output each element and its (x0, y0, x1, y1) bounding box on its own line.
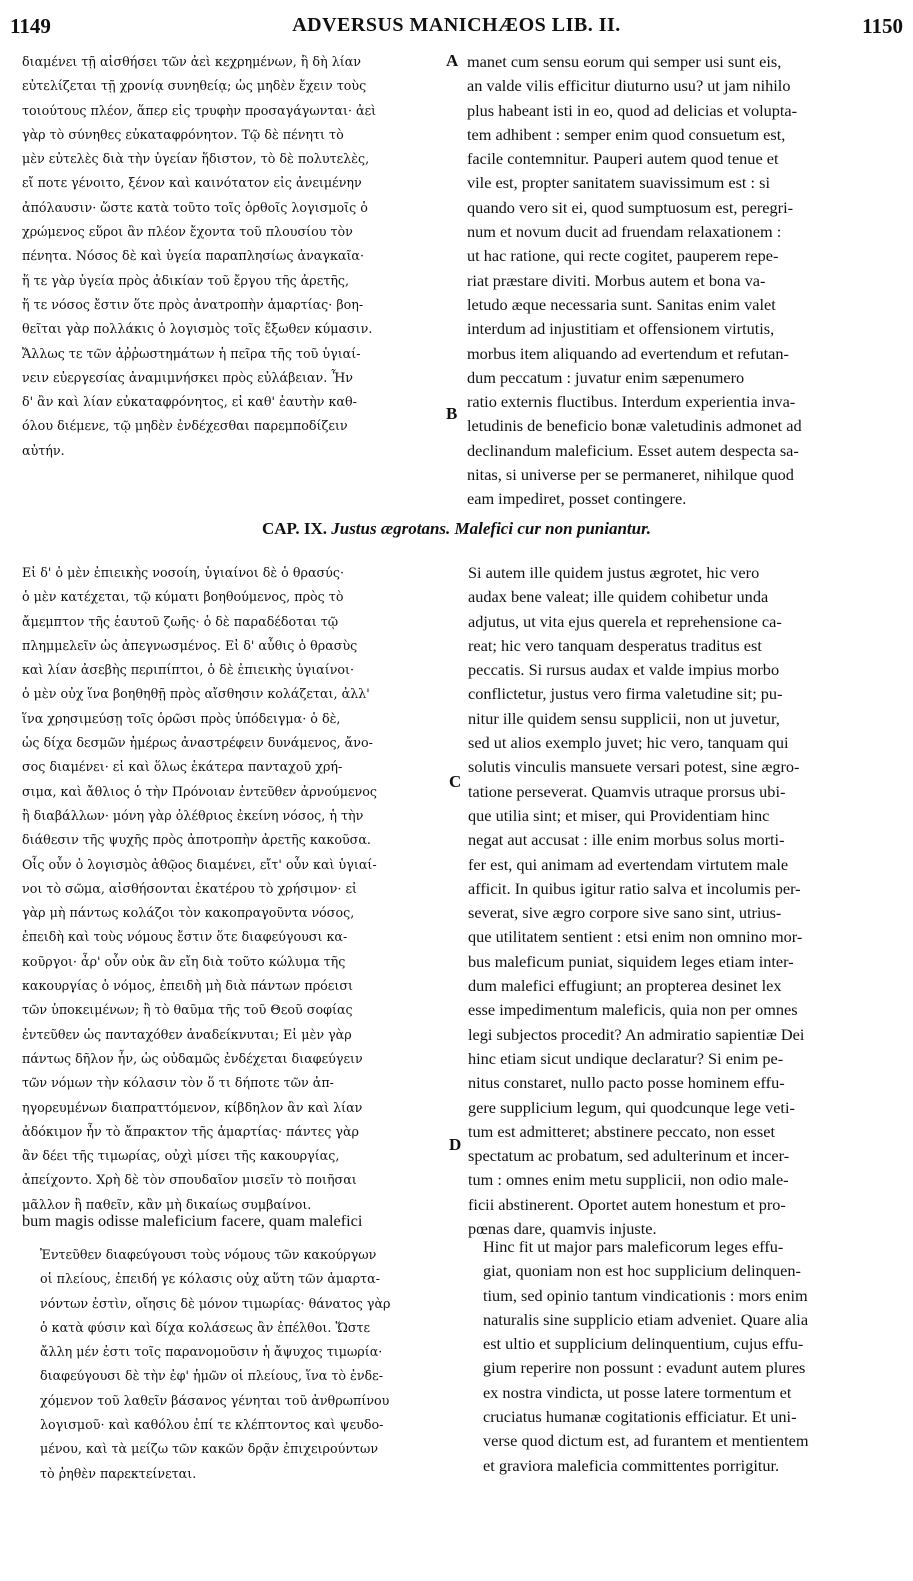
text-line: est ultio et supplicium delinquentium, cujus effu- (483, 1334, 804, 1354)
text-line: κακουργίας ὁ νόμος, ἐπειδὴ μὴ διὰ πάντων πρόεισι (22, 978, 353, 994)
text-line: riat præstare diviti. Morbus autem et bona va- (467, 270, 766, 290)
text-line: όλου διέμενε, τῷ μηδὲν ἐνδέχεσθαι παρεμποδίζειν (22, 418, 348, 434)
chapter-heading (0, 519, 913, 539)
text-line: adjutus, ut vita ejus querela et reprehensione ca- (468, 611, 782, 631)
text-line: μένου, καὶ τὰ μείζω τῶν κακῶν δρᾷν ἐπιχειρούντων (40, 1441, 379, 1457)
text-line: tum est admitteret; abstinere peccato, non esset (468, 1121, 775, 1141)
text-line: οἱ πλείους, ἐπειδή γε κόλασις οὐχ αὕτη τῶν ἁμαρτα- (40, 1271, 381, 1287)
text-line: giat, quoniam non est hoc supplicium delinquen- (483, 1261, 801, 1281)
text-line: αὐτήν. (22, 442, 65, 458)
text-line: que utilia sint; et miser, qui Providentiam hinc (468, 805, 770, 825)
margin-marker-a: A (446, 51, 459, 70)
text-line: peccatis. Si rursus audax et valde impius morbo (468, 660, 780, 680)
page-header (10, 8, 903, 42)
greek-text-top (22, 50, 442, 463)
latin-overflow-line: bum magis odisse maleficium facere, quam malefici (22, 1211, 363, 1230)
text-line: νειν εὐεργεσίας ἀναμιμνήσκει πρὸς εὐλάβειαν. Ἦν (22, 369, 353, 385)
text-line: afficit. In quibus igitur ratio salva et incolumis per- (468, 878, 801, 898)
text-line: λογισμοῦ· καὶ καθόλου ἐπί τε κλέπτοντος καὶ ψευδο- (40, 1417, 384, 1433)
text-line: ἥ τε νόσος ἔστιν ὅτε πρὸς ἀνατροπὴν ἁμαρτίας· βοη- (22, 296, 364, 312)
text-line: ἀδόκιμον ἦν τὸ ἄπρακτον τῆς ἁμαρτίας· πάντες γὰρ (22, 1123, 359, 1139)
text-line: χρώμενος εὕροι ἂν πλέον ἔχοντα τοῦ πλουσίου τὸν (22, 224, 353, 240)
margin-marker-b: B (446, 404, 458, 423)
text-line: naturalis sine supplicio etiam adveniet. Quare alia (483, 1309, 809, 1329)
text-line: ἢ διαβάλλων· μόνη γὰρ ὀλέθριος ἐκείνη νόσος, ἡ τὴν (22, 807, 364, 823)
text-line: σιμα, καὶ ἄθλιος ὁ τὴν Πρόνοιαν ἐντεῦθεν ἀρνούμενος (22, 783, 378, 799)
text-line: conflictetur, justus vero firma valetudine sit; pu- (468, 684, 783, 704)
text-line: ηγορευμένων διαπραττόμενον, κίβδηλον ἂν καὶ λίαν (22, 1099, 363, 1115)
text-line: Hinc fit ut major pars maleficorum leges effu- (483, 1237, 784, 1256)
text-line: sed ut alios exemplo juvet; hic vero, tanquam qui (468, 733, 789, 753)
text-line: dum malefici effugiunt; an propterea desinet lex (468, 976, 782, 996)
text-line: τοιούτους πλέον, ἅπερ εἰς τρυφὴν προσαγάγωνται· ἀεὶ (22, 102, 377, 118)
text-line: tum : omnes enim metu supplicii, non odio male- (468, 1170, 789, 1190)
latin-text-top (467, 50, 892, 512)
text-line: Οἷς οὖν ὁ λογισμὸς ἀθῷος διαμένει, εἴτ' οὖν καὶ ὑγιαί- (22, 856, 377, 872)
text-line: καὶ λίαν ἀσεβὴς περιπίπτοι, ὁ δὲ ἐπιεικὴς ὑγιαίνοι· (22, 662, 355, 678)
text-line: ὁ μὲν κατέχεται, τῷ κύματι βοηθούμενος, πρὸς τὸ (22, 589, 344, 605)
chapter-subject: Justus ægrotans. Malefici cur non puniantur. (331, 519, 652, 538)
text-line: νοι τὸ σῶμα, αἰσθήσονται ἑκατέρου τὸ χρήσιμον· εἰ (22, 880, 358, 896)
text-line: ἀπόλαυσιν· ὥστε κατὰ τοῦτο τοῖς ὀρθοῖς λογισμοῖς ὁ (22, 199, 368, 215)
text-line: εὐτελίζεται τῇ χρονίᾳ συνηθείᾳ; ὡς μηδὲν ἔχειν τοὺς (22, 78, 367, 94)
text-line: Ἄλλως τε τῶν ἀῤῥωστημάτων ἡ πεῖρα τῆς τοῦ ὑγιαί- (22, 345, 361, 361)
text-line: morbus item aliquando ad evertendum et refutan- (467, 343, 789, 363)
text-line: ratio externis fluctibus. Interdum experientia inva- (467, 392, 796, 412)
text-line: διαμένει τῇ αἰσθήσει τῶν ἀεὶ κεχρημένων, ἢ δὴ λίαν (22, 54, 362, 69)
text-line: negat aut accusat : ille enim morbus solus morti- (468, 830, 785, 850)
text-line: fer est, qui animam ad evertendam virtutem male (468, 854, 789, 874)
text-line: ἄμεμπτον τῆς ἑαυτοῦ ζωῆς· ὁ δὲ παραδέδοται τῷ (22, 613, 339, 629)
text-line: γὰρ τὸ σύνηθες εὐκαταφρόνητον. Τῷ δὲ πένητι τὸ (22, 126, 344, 142)
text-line: νόντων ἐστὶν, οἴησις δὲ μόνον τιμωρίας· θάνατος γὰρ (40, 1295, 391, 1311)
text-line: eam impediret, posset contingere. (467, 489, 687, 509)
text-line: διαφεύγουσι δὲ τὴν ἐφ' ἡμῶν οἱ πλείους, ἵνα τὸ ἐνδε- (40, 1368, 384, 1384)
text-line: solutis vinculis mansuete versari potest, sine ægro- (468, 757, 800, 777)
chapter-number: CAP. IX. (261, 519, 327, 538)
text-line: facile contemnitur. Pauperi autem quod tenue et (467, 149, 779, 169)
margin-marker-c: C (449, 772, 462, 791)
text-line: ὡς δίχα δεσμῶν ἡμέρως ἀναστρέφειν δυνάμενος, ἄνο- (22, 735, 373, 751)
text-line: ἥ τε γὰρ ὑγεία πρὸς ἀδικίαν τοῦ ἔργου τῆς ἀρετῆς, (22, 272, 350, 288)
text-line: dum peccatum : juvatur enim sæpenumero (467, 367, 745, 387)
text-line: Εἰ δ' ὁ μὲν ἐπιεικὴς νοσοίη, ὑγιαίνοι δὲ ὁ θρασύς· (22, 565, 345, 580)
text-line: μᾶλλον ἢ παθεῖν, κἂν μὴ δικαίως συμβαίνοι. (22, 1196, 312, 1212)
text-line: num et novum ducit ad fruendam relaxationem : (467, 222, 782, 242)
text-line: διάθεσιν τῆς ψυχῆς πρὸς ἀποτροπὴν ἀρετῆς κακοῦσα. (22, 832, 371, 848)
text-line: cruciatus humanæ cogitationis efficiatur. Et uni- (483, 1407, 797, 1427)
text-line: ἵνα χρησιμεύσῃ τοῖς ὁρῶσι πρὸς ὑπόδειγμα· ὁ δὲ, (22, 710, 341, 726)
text-line: audax bene valeat; ille quidem cohibetur unda (468, 587, 769, 607)
text-line: verse quod dictum est, ad furantem et mentientem (483, 1431, 809, 1451)
text-line: letudo æque necessaria sunt. Sanitas enim valet (467, 294, 776, 314)
left-column-number: 1149 (10, 14, 51, 38)
text-line: an valde vilis efficitur diuturno usu? ut jam nihilo (467, 76, 791, 96)
text-line: Si autem ille quidem justus ægrotet, hic vero (468, 563, 760, 582)
text-line: esse impedimentum maleficis, quia non per omnes (468, 1000, 798, 1020)
text-line: εἴ ποτε γένοιτο, ξένον καὶ καινότατον εἰς ἀνειμένην (22, 175, 362, 191)
text-line: tatione perseverat. Quamvis utraque prorsus ubi- (468, 781, 786, 801)
greek-text-bottom (40, 1243, 450, 1486)
text-line: que utilitatem sentient : etsi enim non omnino mor- (468, 927, 803, 947)
text-line: nitus constaret, nullo pacto posse hominem effu- (468, 1073, 785, 1093)
text-line: ἀπείχοντο. Χρὴ δὲ τὸν σπουδαῖον μισεῖν τὸ ποιῆσαι (22, 1172, 357, 1188)
text-line: spectatum ac probatum, sed adulterinum et incer- (468, 1146, 790, 1166)
text-line: bus maleficum puniat, siquidem leges etiam inter- (468, 951, 794, 971)
latin-text-bottom (483, 1235, 893, 1478)
text-line: et graviora maleficia committentes porrigitur. (483, 1455, 780, 1475)
text-line: nitur ille quidem sensu supplicii, non ut juvetur, (468, 708, 780, 728)
text-line: πένητα. Νόσος δὲ καὶ ὑγεία παραπλησίως ἀναγκαῖα· (22, 248, 365, 264)
text-line: gere supplicium legum, qui quodcunque lege veti- (468, 1097, 795, 1117)
text-line: πάντως δῆλον ἦν, ὡς οὐδαμῶς ἐνδέχεται διαφεύγειν (22, 1050, 363, 1066)
text-line: plus habeant isti in eo, quod ad delicias et volupta- (467, 100, 798, 120)
text-line: manet cum sensu eorum qui semper usi sunt eis, (467, 52, 782, 71)
text-line: κοῦργοι· ἆρ' οὖν οὐκ ἂν εἴη διὰ τοῦτο κώλυμα τῆς (22, 953, 346, 969)
margin-marker-d: D (449, 1135, 462, 1154)
text-line: interdum ad injustitiam et offensionem virtutis, (467, 319, 775, 339)
text-line: legi subjectos procedit? An admiratio sapientiæ Dei (468, 1024, 805, 1044)
text-line: μὲν εὐτελὲς διὰ τὴν ὑγείαν ἥδιστον, τὸ δὲ πολυτελὲς, (22, 151, 370, 167)
text-line: severat, sive ægro corpore sive sano sint, utrius- (468, 903, 782, 923)
text-line: ὁ κατὰ φύσιν καὶ δίχα κολάσεως ἂν ἐπέλθοι. Ὥστε (40, 1319, 371, 1335)
right-column-number: 1150 (862, 14, 903, 38)
text-line: ἂν δέει τῆς τιμωρίας, οὐχὶ μίσει τῆς κακουργίας, (22, 1148, 340, 1164)
latin-text-main (468, 561, 892, 1241)
text-line: Ἐντεῦθεν διαφεύγουσι τοὺς νόμους τῶν κακούργων (40, 1247, 377, 1262)
text-line: ficii abstinerent. Oportet autem honestum et pro- (468, 1194, 786, 1214)
text-line: σος διαμένει· εἰ καὶ ὅλως ἑκάτερα πανταχοῦ χρή- (22, 759, 343, 775)
text-line: ἐπειδὴ καὶ τοὺς νόμους ἔστιν ὅτε διαφεύγουσι κα- (22, 929, 348, 945)
text-line: pœnas dare, quamvis injuste. (468, 1219, 657, 1239)
text-line: ἐντεῦθεν ὡς πανταχόθεν ἀναδείκνυται; Εἰ μὲν γὰρ (22, 1026, 352, 1042)
text-line: vile est, propter sanitatem suavissimum est : si (467, 173, 770, 193)
text-line: hinc etiam sicut undique declaratur? Si enim pe- (468, 1048, 784, 1068)
text-line: tium, sed opinio tantum vindicationis : mors enim (483, 1285, 808, 1305)
text-line: τῶν νόμων τὴν κόλασιν τὸν ὅ τι δήποτε τῶν ἀπ- (22, 1075, 334, 1091)
text-line: quando vero sit ei, quod sumptuosum est, peregri- (467, 197, 794, 217)
text-line: τὸ ῥηθὲν παρεκτείνεται. (40, 1465, 197, 1481)
text-line: nitas, si universe per se permaneret, nihilque quod (467, 465, 794, 485)
running-title: ADVERSUS MANICHÆOS LIB. II. (292, 14, 621, 36)
text-line: gium reperire non possunt : evadunt autem plures (483, 1358, 806, 1378)
text-line: declinandum maleficium. Esset autem despecta sa- (467, 440, 799, 460)
text-line: ὁ μὲν οὐχ ἵνα βοηθηθῇ πρὸς αἴσθησιν κολάζεται, ἀλλ' (22, 686, 370, 702)
text-line: ut hac ratione, qui recte cogitet, pauperem repe- (467, 246, 779, 266)
text-line: δ' ἂν καὶ λίαν εὐκαταφρόνητος, εἰ καθ' ἑαυτὴν καθ- (22, 394, 357, 410)
text-line: χόμενον τοῦ λαθεῖν βάσανος γένηται τοῦ ἀνθρωπίνου (40, 1392, 390, 1408)
text-line: tem adhibent : semper enim quod consuetum est, (467, 124, 786, 144)
text-line: reat; hic vero tanquam desperatus traditus est (468, 635, 762, 655)
greek-text-main (22, 561, 452, 1217)
text-line: ἄλλη μέν ἐστι τοῖς παρανομοῦσιν ἡ ἄψυχος τιμωρία· (40, 1344, 383, 1360)
text-line: θεῖται γὰρ πολλάκις ὁ λογισμὸς τοῖς ἔξωθεν κύμασιν. (22, 321, 373, 337)
text-line: γὰρ μὴ πάντως κολάζοι τὸν κακοπραγοῦντα νόσος, (22, 905, 355, 921)
text-line: ex nostra vindicta, ut posse latere tormentum et (483, 1382, 792, 1402)
text-line: πλημμελεῖν ὡς ἀπεγνωσμένος. Εἰ δ' αὖθις ὁ θρασὺς (22, 637, 358, 653)
text-line: letudinis de beneficio bonæ valetudinis admonet ad (467, 416, 802, 436)
text-line: τῶν ὑποκειμένων; ἢ τὸ θαῦμα τῆς τοῦ Θεοῦ σοφίας (22, 1002, 353, 1018)
